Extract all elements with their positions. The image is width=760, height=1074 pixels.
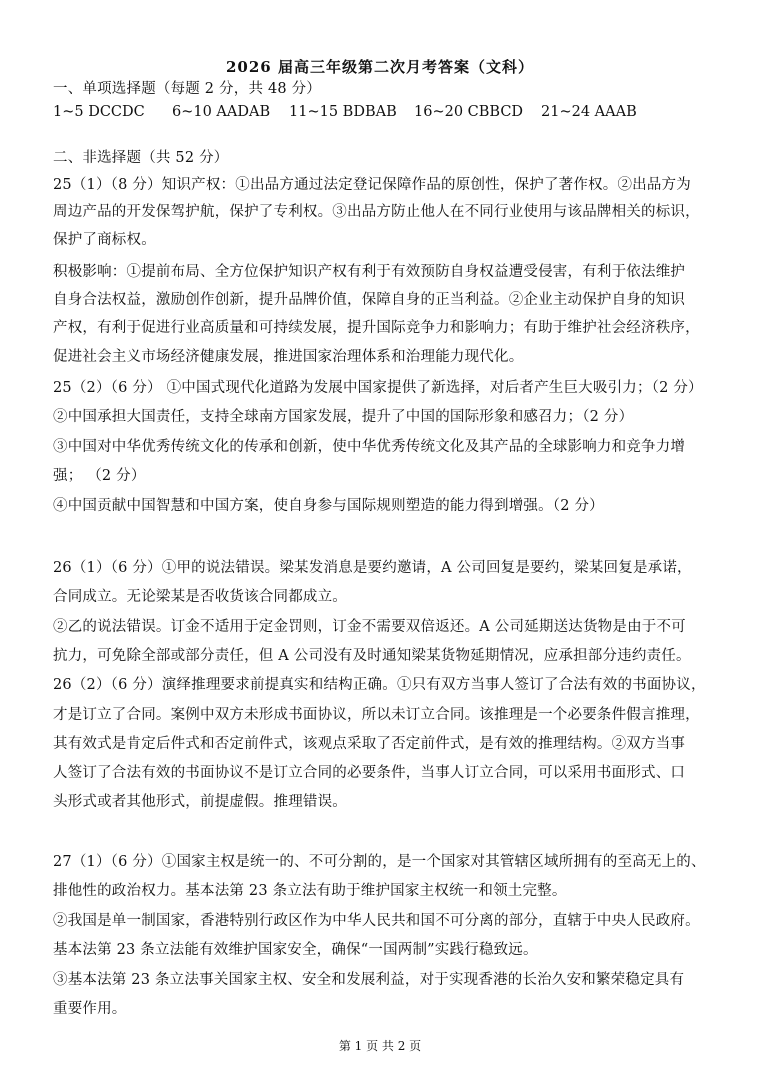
text-line: 合同成立。无论梁某是否收货该合同都成立。: [53, 589, 347, 605]
text-line: 26（2）（6 分）演绎推理要求前提真实和结构正确。①只有双方当事人签订了合法有效的书面协议，: [53, 677, 706, 693]
text-line: 排他性的政治权力。基本法第 23 条立法有助于维护国家主权统一和领土完整。: [53, 883, 567, 899]
text-line: 25（1）（8 分）知识产权：①出品方通过法定登记保障作品的原创性，保护了著作权。②出品方为: [53, 177, 691, 193]
text-line: 头形式或者其他形式，前提虚假。推理错误。: [53, 794, 347, 810]
text-line: 强； （2 分）: [53, 468, 146, 484]
text-line: 保护了商标权。: [53, 232, 156, 248]
text-line: 26（1）（6 分）①甲的说法错误。梁某发消息是要约邀请，A 公司回复是要约，梁某回复是承诺，: [53, 560, 692, 576]
text-line: 27（1）（6 分）①国家主权是统一的、不可分割的，是一个国家对其管辖区域所拥有的至高无上的、: [53, 854, 706, 870]
answer-group-4: 16~20 CBBCD: [414, 104, 524, 120]
text-line: 人签订了合法有效的书面协议不是订立合同的必要条件，当事人订立合同，可以采用书面形式、口: [53, 765, 686, 781]
text-line: ②乙的说法错误。订金不适用于定金罚则，订金不需要双倍返还。A 公司延期送达货物是由于不可: [53, 619, 686, 635]
text-line: 自身合法权益，激励创作创新，提升品牌价值，保障自身的正当利益。②企业主动保护自身的知识: [53, 292, 686, 308]
text-line: ②我国是单一制国家，香港特别行政区作为中华人民共和国不可分离的部分，直辖于中央人民政府。: [53, 913, 700, 929]
text-line: 25（2）（6 分） ①中国式现代化道路为发展中国家提供了新选择，对后者产生巨大吸引力；（2 分）: [53, 380, 703, 396]
text-line: 抗力，可免除全部或部分责任，但 A 公司没有及时通知梁某货物延期情况，应承担部分违约责任。: [53, 648, 691, 664]
text-line: ②中国承担大国责任，支持全球南方国家发展，提升了中国的国际形象和感召力；（2 分）: [53, 409, 634, 425]
answer-group-3: 11~15 BDBAB: [289, 104, 397, 120]
text-line: 产权，有利于促进行业高质量和可持续发展，提升国际竞争力和影响力；有助于维护社会经济秩序，: [53, 320, 700, 336]
text-line: 周边产品的开发保驾护航，保护了专利权。③出品方防止他人在不同行业使用与该品牌相关的标识，: [53, 204, 700, 220]
text-line: 其有效式是肯定后件式和否定前件式，该观点采取了否定前件式，是有效的推理结构。②双方当事: [53, 736, 686, 752]
text-line: ④中国贡献中国智慧和中国方案，使自身参与国际规则塑造的能力得到增强。（2 分）: [53, 498, 604, 514]
text-line: 基本法第 23 条立法能有效维护国家安全，确保“一国两制”实践行稳致远。: [53, 942, 538, 958]
text-line: ③基本法第 23 条立法事关国家主权、安全和发展利益，对于实现香港的长治久安和繁荣稳定具有: [53, 972, 685, 988]
text-line: 促进社会主义市场经济健康发展，推进国家治理体系和治理能力现代化。: [53, 349, 524, 365]
text-line: 积极影响：①提前布局、全方位保护知识产权有利于有效预防自身权益遭受侵害，有利于依法维护: [53, 264, 686, 280]
section1-heading: 一、单项选择题（每题 2 分，共 48 分）: [53, 81, 322, 97]
text-line: ③中国对中华优秀传统文化的传承和创新，使中华优秀传统文化及其产品的全球影响力和竞争力增: [53, 439, 686, 455]
text-line: 才是订立了合同。案例中双方未形成书面协议，所以未订立合同。该推理是一个必要条件假言推理，: [53, 707, 700, 723]
page-title: 2026 届高三年级第二次月考答案（文科）: [226, 58, 534, 76]
answer-group-5: 21~24 AAAB: [541, 104, 637, 120]
section2-heading: 二、非选择题（共 52 分）: [53, 150, 229, 166]
text-line: 重要作用。: [53, 1001, 127, 1017]
answer-group-1: 1~5 DCCDC: [53, 104, 145, 120]
page-number: 第 1 页 共 2 页: [338, 1039, 422, 1053]
answer-group-2: 6~10 AADAB: [172, 104, 271, 120]
